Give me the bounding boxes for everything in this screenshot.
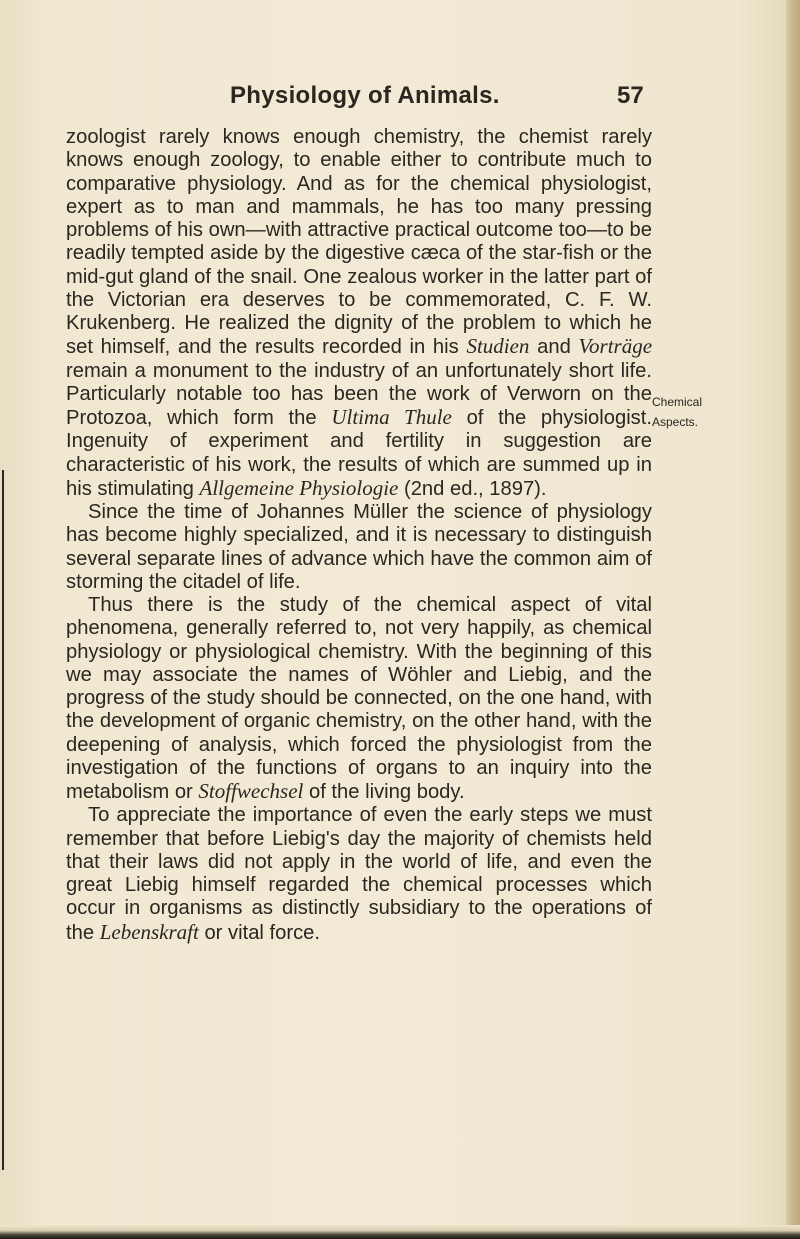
paragraph-2: Since the time of Johannes Müller the science of physiology has become highly specialized, and it is necessary to distinguish several separate lines of advance which have the common aim of storming the citadel of life.: [66, 501, 652, 593]
margin-note: [652, 392, 762, 432]
text-segment: remain a monument to the industry of an unfortunately short life. Particularly notable too has been the work of Verworn on the Protozoa, which form the: [66, 359, 652, 429]
italic-title-vortrage: Vorträge: [578, 334, 653, 359]
text-segment: of the living body.: [303, 781, 465, 803]
page-edge-shadow: [786, 0, 800, 1239]
text-segment: Thus there is the study of the chemical aspect of vital phenomena, generally referred to, not very happily, as chemical physiology or physiological chemistry. With the beginning of this we may associate the names of Wöhler and Liebig, and the progress of the study should be connected, on the one hand, with the development of organic chemistry, on the other hand, with the deepening of analysis, which forced the physiologist from the investigation of the functions of organs to an inquiry into the metabolism or: [66, 594, 652, 803]
page-bottom-edge: [0, 1225, 800, 1239]
text-segment: of the physiologist. Ingenuity of experiment and fertility in suggestion are characteristic of his work, the results of which are summed up in his stimulating: [66, 407, 652, 500]
text-segment: and: [529, 336, 579, 359]
italic-ultima-thule: Ultima Thule: [331, 405, 452, 429]
text-segment: (2nd ed., 1897).: [398, 477, 547, 500]
italic-stoffwechsel: Stoffwechsel: [198, 779, 304, 803]
text-segment: To appreciate the importance of even the early steps we must remember that before Liebig's day the majority of chemists held that their laws did not apply in the world of life, and even the great Liebig himself regarded the chemical processes which occur in organisms as distinctly subsidiary to the operations of the: [66, 804, 652, 944]
body-text: [66, 126, 652, 945]
binding-edge: [2, 470, 4, 1170]
margin-note-line-2: Aspects.: [652, 415, 699, 429]
paragraph-3: [66, 594, 652, 804]
page-number: 57: [617, 82, 644, 109]
paragraph-1: [66, 126, 652, 501]
paragraph-4: [66, 804, 652, 945]
italic-title-allgemeine-physiologie: Allgemeine Physiologie: [199, 475, 399, 500]
italic-lebenskraft: Lebenskraft: [99, 919, 199, 944]
margin-note-line-1: Chemical: [652, 395, 703, 409]
text-segment: zoologist rarely knows enough chemistry, the chemist rarely knows enough zoology, to enable either to contribute much to comparative physiology. And as for the chemical physiologist, expert as to man and mammals, he has too many pressing problems of his own—with attractive practical outcome too—to be readily tempted aside by the digestive cæca of the star-fish or the mid-gut gland of the snail. One zealous worker in the latter part of the Victorian era deserves to be commemorated, C. F. W. Krukenberg. He realized the dignity of the problem to which he set himself, and the results recorded in his: [66, 126, 652, 359]
running-header: [0, 80, 800, 114]
running-title: Physiology of Animals.: [230, 82, 500, 109]
text-segment: or vital force.: [198, 921, 321, 944]
italic-title-studien: Studien: [466, 334, 530, 359]
